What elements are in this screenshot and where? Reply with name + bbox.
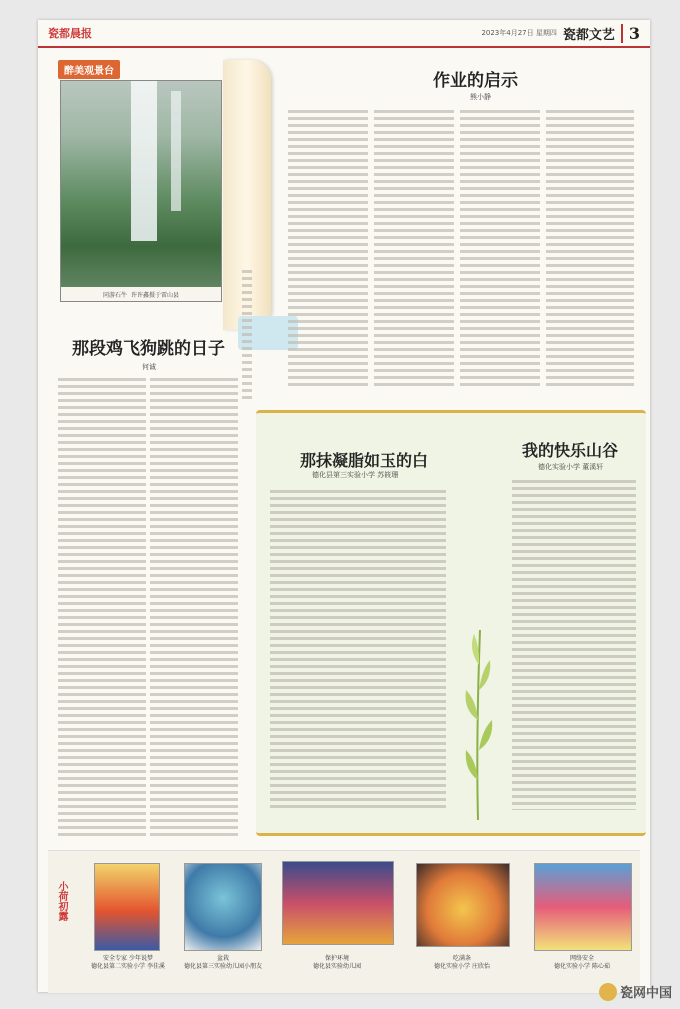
page-number: 3 bbox=[621, 24, 640, 43]
photo-caption-title: 同游石牛 bbox=[102, 291, 127, 299]
article-title-shangu: 我的快乐山谷 bbox=[522, 441, 619, 460]
article-title-zuoye: 作业的启示 bbox=[433, 71, 518, 91]
article-body-zuoye-col1 bbox=[288, 110, 368, 390]
masthead bbox=[38, 20, 650, 48]
column-label: 醉美观景台 bbox=[58, 60, 120, 79]
artwork-3-author: 德化县实验幼儿园 bbox=[312, 963, 361, 970]
waterfall-shape bbox=[131, 81, 157, 241]
article-byline-baiyu: 德化县第三实验小学 苏筱珊 bbox=[312, 471, 399, 479]
watermark bbox=[599, 982, 672, 1001]
article-byline-shangu: 德化实验小学 董溪轩 bbox=[538, 463, 604, 471]
newspaper-page bbox=[38, 20, 650, 992]
artwork-3-caption bbox=[282, 955, 392, 971]
issue-date: 2023年4月27日 星期四 bbox=[481, 29, 557, 37]
section-title: 瓷都文艺 bbox=[562, 27, 615, 43]
artwork-5-title: 网络安全 bbox=[569, 955, 594, 962]
artwork-1-title: 安全专家 少年说梦 bbox=[103, 955, 153, 962]
artwork-2-caption bbox=[178, 955, 268, 971]
artwork-2-author: 德化县第三实验幼儿园小朋友 bbox=[183, 963, 262, 970]
article-body-feige-col2 bbox=[150, 378, 238, 836]
artwork-2 bbox=[184, 863, 262, 951]
article-body-zuoye-col3 bbox=[460, 110, 540, 390]
plant-illustration bbox=[458, 620, 498, 820]
artwork-1-caption bbox=[84, 955, 172, 971]
children-art-gallery bbox=[48, 850, 640, 993]
watermark-logo-icon bbox=[599, 983, 617, 1001]
artwork-1-author: 德化县第二实验小学 李佳溪 bbox=[91, 963, 165, 970]
article-body-zuoye-col2 bbox=[374, 110, 454, 390]
article-body-shangu bbox=[512, 480, 636, 810]
photo-caption-credit: 许许鑫摄于雷山县 bbox=[131, 291, 180, 299]
artwork-3 bbox=[282, 861, 394, 945]
waterfall-photo bbox=[60, 80, 222, 302]
artwork-5-author: 德化实验小学 陈心茹 bbox=[554, 963, 610, 970]
article-body-baiyu bbox=[270, 490, 446, 810]
article-byline-zuoye: 熊小静 bbox=[470, 93, 491, 101]
article-body-zuoye-col4 bbox=[546, 110, 634, 390]
artwork-3-title: 保护环境 bbox=[324, 955, 349, 962]
artwork-4-author: 德化实验小学 庄欣怡 bbox=[434, 963, 490, 970]
article-title-feige: 那段鸡飞狗跳的日子 bbox=[72, 339, 225, 359]
artwork-1 bbox=[94, 863, 160, 951]
article-title-baiyu: 那抹凝脂如玉的白 bbox=[300, 451, 429, 470]
artwork-4-title: 吃满条 bbox=[452, 955, 471, 962]
article-body-feige-col1 bbox=[58, 378, 146, 836]
article-body-feige-col3 bbox=[242, 270, 252, 400]
artwork-4 bbox=[416, 863, 510, 947]
artwork-2-title: 盆栽 bbox=[216, 955, 229, 962]
article-byline-feige: 何诚 bbox=[142, 363, 156, 371]
artwork-5-caption bbox=[534, 955, 630, 971]
artwork-5 bbox=[534, 863, 632, 951]
photo-caption bbox=[61, 287, 221, 301]
paper-logo: 瓷都晨报 bbox=[48, 27, 92, 40]
waterfall-shape-small bbox=[171, 91, 181, 211]
watermark-text: 瓷网中国 bbox=[619, 986, 672, 1001]
gallery-label: 小荷初露 bbox=[56, 881, 67, 921]
artwork-4-caption bbox=[412, 955, 512, 971]
